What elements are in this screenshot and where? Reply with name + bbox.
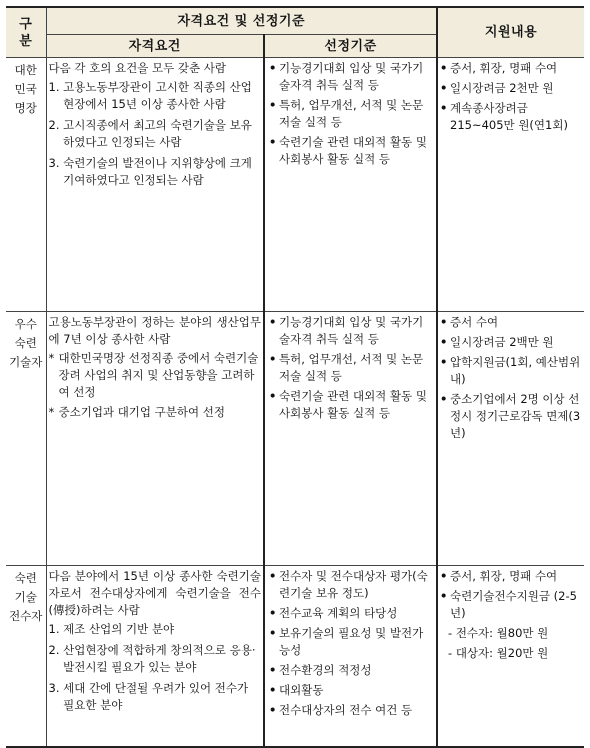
bullet-icon: • <box>440 81 448 95</box>
item-text: 산업현장에 적합하게 창의적으로 응용·발전시킬 필요가 있는 분야 <box>63 643 256 674</box>
selection-item <box>269 388 434 422</box>
qualification-item <box>49 79 262 113</box>
bullet-icon: • <box>440 569 448 583</box>
qualification-note <box>49 404 262 421</box>
qualification-intro: 고용노동부장관이 정하는 분야의 생산업무에 7년 이상 종사한 사람 <box>48 315 261 346</box>
selection-text: 특허, 업무개선, 서적 및 논문저술 실적 등 <box>279 98 424 129</box>
item-number: 3. <box>48 156 64 170</box>
category-cell <box>6 566 46 748</box>
qualification-cell <box>46 58 264 312</box>
bullet-icon: • <box>440 589 448 603</box>
category-label: 명장 <box>14 101 37 115</box>
selection-item <box>269 134 434 168</box>
category-label: 전수자 <box>9 609 43 623</box>
bullet-icon: • <box>269 61 277 75</box>
item-number: 1. <box>48 622 64 636</box>
selection-cell <box>264 58 437 312</box>
qualification-table <box>6 6 584 748</box>
category-label: 민국 <box>14 82 37 96</box>
selection-text: 전수교육 계획의 타당성 <box>279 606 398 620</box>
category-label: 우수 <box>14 317 37 331</box>
qualification-intro: 다음 분야에서 15년 이상 종사한 숙련기술자로서 전수대상자에게 숙련기술을 전수(傳授)하려는 사람 <box>48 569 261 617</box>
table-row <box>6 566 584 748</box>
bullet-icon: • <box>440 335 448 349</box>
bullet-icon: • <box>269 703 277 717</box>
category-header: 구 분 <box>6 7 46 58</box>
qualification-item <box>49 155 262 189</box>
bullet-icon: • <box>440 355 448 369</box>
bullet-icon: • <box>269 663 277 677</box>
support-text: 증서, 휘장, 명패 수여 <box>450 61 558 75</box>
support-text: 증서, 휘장, 명패 수여 <box>450 569 558 583</box>
bullet-icon: • <box>440 61 448 75</box>
support-header: 지원내용 <box>437 7 584 58</box>
item-text: 숙련기술의 발전이나 지위향상에 크게 기여하였다고 인정되는 사람 <box>63 156 252 187</box>
category-label: 숙련 <box>14 571 37 585</box>
table-row <box>6 58 584 312</box>
bullet-icon: • <box>269 606 277 620</box>
table-row <box>6 312 584 566</box>
support-item <box>440 314 582 331</box>
bullet-icon: • <box>269 626 277 640</box>
qualification-item <box>49 117 262 151</box>
category-label: 기술자 <box>9 355 43 369</box>
selection-text: 대외활동 <box>279 683 324 697</box>
selection-item <box>269 605 434 622</box>
qualification-cell <box>46 312 264 566</box>
qualification-note <box>49 350 262 401</box>
selection-text: 특허, 업무개선, 서적 및 논문저술 실적 등 <box>279 352 424 383</box>
selection-text: 전수대상자의 전수 여건 등 <box>279 703 413 717</box>
support-cell <box>437 566 584 748</box>
selection-item <box>269 97 434 131</box>
qualification-item <box>49 642 262 676</box>
bullet-icon: • <box>440 315 448 329</box>
selection-text: 기능경기대회 입상 및 국가기술자격 취득 실적 등 <box>279 61 424 92</box>
support-item <box>440 80 582 97</box>
selection-item <box>269 351 434 385</box>
support-text: 증서 수여 <box>450 315 499 329</box>
support-cell <box>437 312 584 566</box>
category-cell <box>6 58 46 312</box>
bullet-icon: • <box>440 101 448 115</box>
selection-item <box>269 702 434 719</box>
item-text: 고시직종에서 최고의 숙련기술을 보유하였다고 인정되는 사람 <box>63 118 252 149</box>
selection-text: 전수자 및 전수대상자 평가(숙련기술 보유 정도) <box>279 569 428 600</box>
note-text: 중소기업과 대기업 구분하여 선정 <box>58 405 225 419</box>
category-label: 기술 <box>14 590 37 604</box>
selection-item <box>269 60 434 94</box>
category-cell <box>6 312 46 566</box>
support-text: 일시장려금 2천만 원 <box>450 81 554 95</box>
bullet-icon: • <box>269 389 277 403</box>
item-number: 1. <box>48 80 64 94</box>
bullet-icon: • <box>440 392 448 406</box>
support-text: 일시장려금 2백만 원 <box>450 335 554 349</box>
selection-item <box>269 568 434 602</box>
selection-cell <box>264 566 437 748</box>
selection-text: 숙련기술 관련 대외적 활동 및 사회봉사 활동 실적 등 <box>279 389 427 420</box>
note-text: 대한민국명장 선정직종 중에서 숙련기술장려 사업의 취지 및 산업동향을 고려하여 선정 <box>58 351 259 399</box>
support-item <box>440 568 582 585</box>
selection-text: 숙련기술 관련 대외적 활동 및 사회봉사 활동 실적 등 <box>279 135 427 166</box>
support-subitem: - 전수자: 월80만 원 <box>448 626 549 640</box>
selection-item <box>269 625 434 659</box>
support-text: 압학지원금(1회, 예산범위내) <box>450 355 581 386</box>
category-label: 숙련 <box>14 336 37 350</box>
bullet-icon: • <box>269 352 277 366</box>
bullet-icon: • <box>269 98 277 112</box>
qualification-item <box>49 680 262 714</box>
selection-item <box>269 682 434 699</box>
qualification-intro: 다음 각 호의 요건을 모두 갖춘 사람 <box>48 61 226 75</box>
support-item <box>440 391 582 442</box>
bullet-icon: • <box>269 683 277 697</box>
support-text: 중소기업에서 2명 이상 선정시 정기근로감독 면제(3년) <box>450 392 581 440</box>
selection-text: 전수환경의 적정성 <box>279 663 372 677</box>
selection-item <box>269 662 434 679</box>
selection-text: 기능경기대회 입상 및 국가기술자격 취득 실적 등 <box>279 315 424 346</box>
support-text: 숙련기술전수지원금 (2-5년) <box>450 589 577 620</box>
support-text: 계속종사장려금 215~405만 원(연1회) <box>450 101 568 132</box>
support-item <box>440 354 582 388</box>
note-asterisk: * <box>48 405 55 419</box>
selection-item <box>269 314 434 348</box>
qualification-cell <box>46 566 264 748</box>
item-number: 2. <box>48 118 64 132</box>
qualification-header: 자격요건 <box>46 35 264 58</box>
support-item <box>440 100 582 134</box>
item-text: 고용노동부장관이 고시한 직종의 산업현장에서 15년 이상 종사한 사람 <box>63 80 252 111</box>
item-text: 제조 산업의 기반 분야 <box>63 622 175 636</box>
bullet-icon: • <box>269 135 277 149</box>
support-item <box>440 334 582 351</box>
note-asterisk: * <box>48 351 55 365</box>
support-item <box>440 588 582 622</box>
bullet-icon: • <box>269 569 277 583</box>
category-label: 대한 <box>14 63 37 77</box>
selection-header: 선정기준 <box>264 35 437 58</box>
qualification-item <box>49 621 262 638</box>
support-item <box>440 60 582 77</box>
item-number: 3. <box>48 681 64 695</box>
bullet-icon: • <box>269 315 277 329</box>
item-number: 2. <box>48 643 64 657</box>
support-subitem: - 대상자: 월20만 원 <box>448 646 549 660</box>
item-text: 세대 간에 단절될 우려가 있어 전수가 필요한 분야 <box>63 681 249 712</box>
group-header: 자격요건 및 선정기준 <box>46 7 437 35</box>
support-cell <box>437 58 584 312</box>
selection-text: 보유기술의 필요성 및 발전가능성 <box>279 626 424 657</box>
selection-cell <box>264 312 437 566</box>
